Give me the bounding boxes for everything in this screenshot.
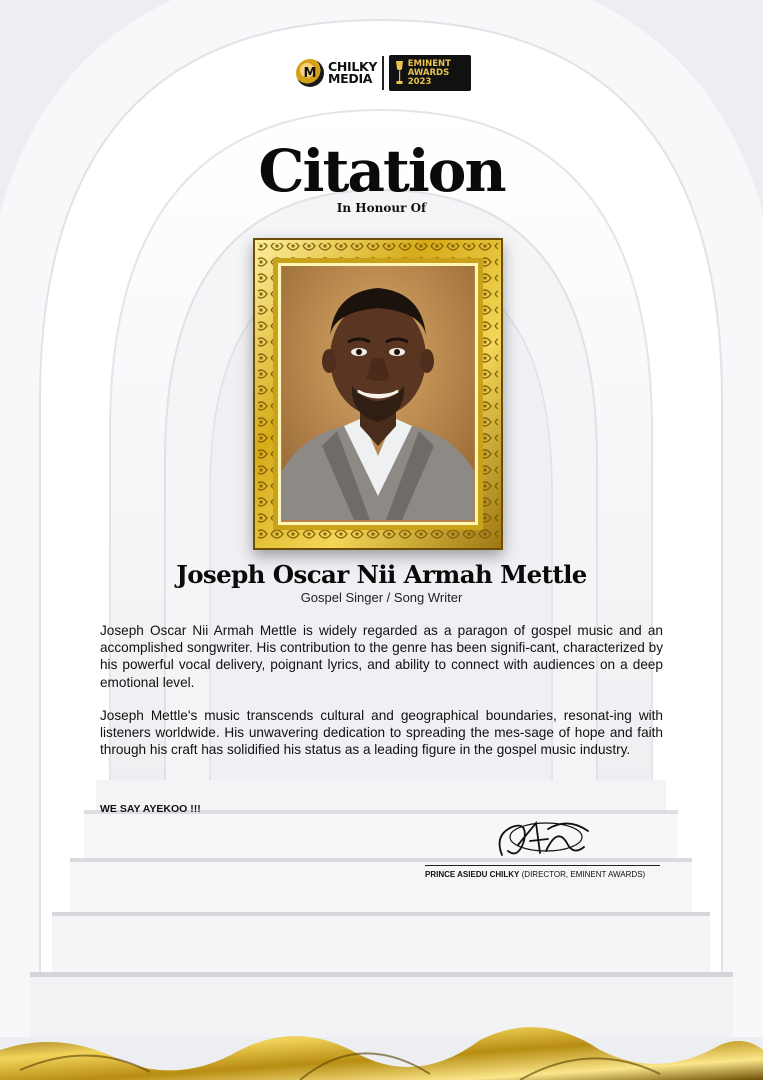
- signatory-name: PRINCE ASIEDU CHILKY: [425, 870, 520, 879]
- header-logos: [296, 54, 472, 92]
- gold-ribbon: [0, 1010, 763, 1080]
- award-year: 2023: [407, 76, 432, 87]
- logo-divider: [382, 56, 384, 90]
- page-subtitle: In Honour Of: [336, 201, 427, 215]
- page-title: Citation: [258, 137, 505, 205]
- handwritten-signature: [488, 815, 598, 865]
- signatory-caption: [425, 870, 665, 879]
- award-line2: AWARDS: [407, 67, 450, 78]
- eminent-awards-logo: [389, 55, 471, 91]
- logo-chilky-text: CHILKY: [328, 59, 378, 74]
- honoree-role: Gospel Singer / Song Writer: [300, 590, 463, 605]
- citation-paragraph-2: Joseph Mettle's music transcends cultural and geographical boundaries, resonat-ing with listeners worldwide. His unwavering dedication to spreading the mes-sage of hope and faith through his craft has solidified his status as a leading figure in the gospel music industry.: [100, 708, 663, 758]
- chilky-media-logo-icon: M: [296, 59, 324, 87]
- closing-line: WE SAY AYEKOO !!!: [100, 803, 201, 815]
- logo-media-text: MEDIA: [328, 71, 373, 86]
- honoree-name: Joseph Oscar Nii Armah Mettle: [176, 560, 587, 589]
- chilky-media-logo: [296, 59, 377, 87]
- trophy-icon: [395, 60, 404, 86]
- citation-paragraph-1: Joseph Oscar Nii Armah Mettle is widely regarded as a paragon of gospel music and an accomplished songwriter. His contribution to the genre has been signifi-cant, characterized by his powerful vocal delivery, poignant lyrics, and ability to connect with audiences on a deep emotional level.: [100, 623, 663, 690]
- signature-line: [425, 865, 660, 866]
- award-line1: EMINENT: [407, 58, 451, 69]
- signatory-title: (DIRECTOR, EMINENT AWARDS): [521, 870, 646, 879]
- honoree-portrait: [282, 266, 474, 520]
